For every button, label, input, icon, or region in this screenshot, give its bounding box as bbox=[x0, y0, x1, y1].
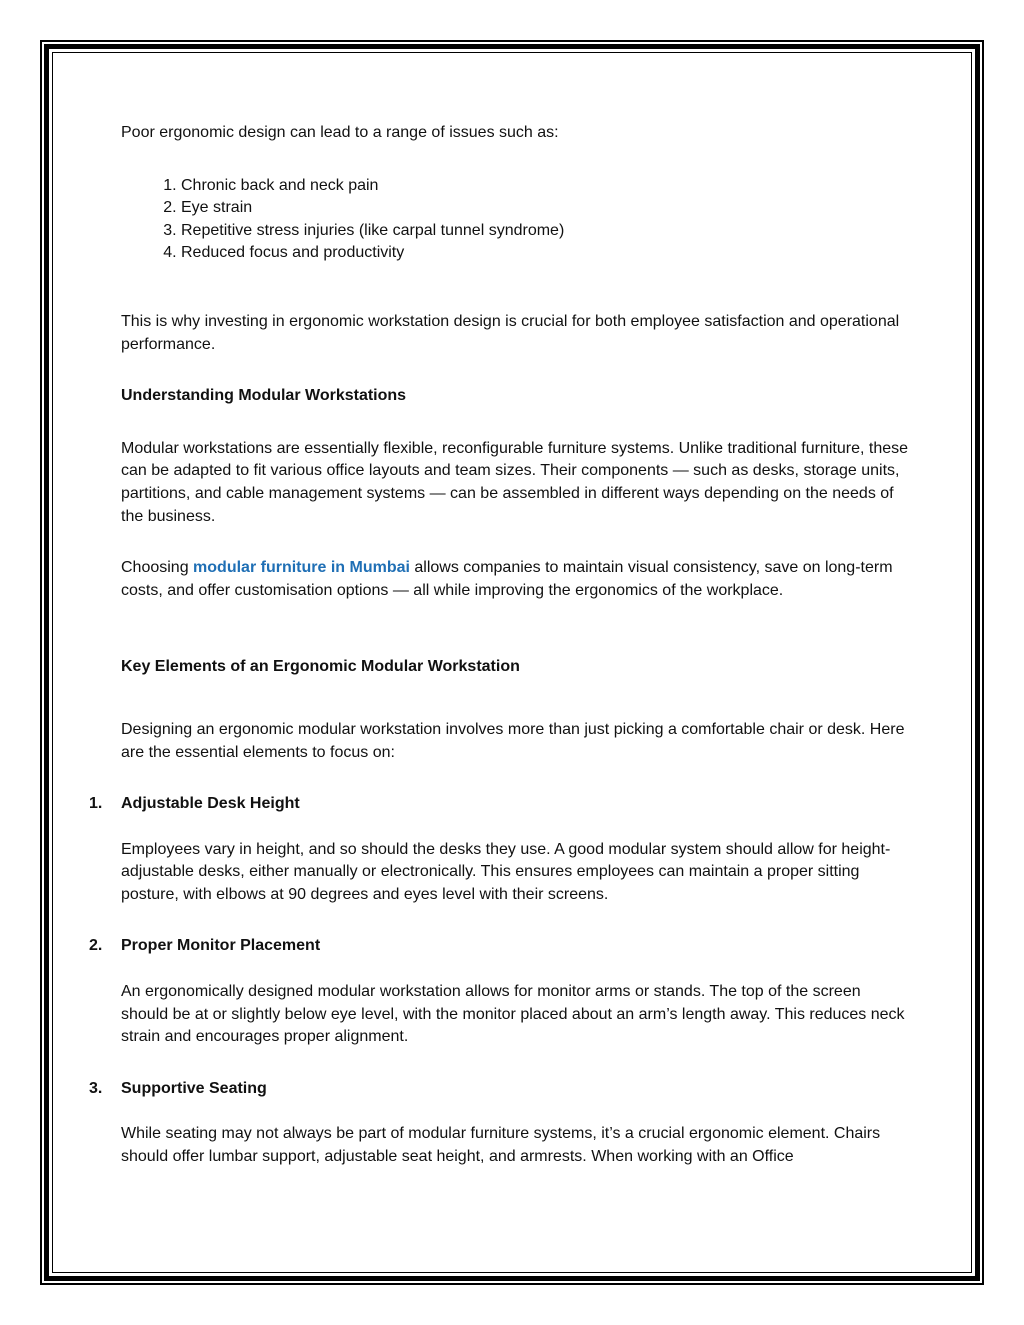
modular-paragraph: Modular workstations are essentially flexible, reconfigurable furniture systems. Unlike traditional furniture, these can be adapted to fit various office layouts and team sizes. Their components — such as desks, storage units, partitions, and cable management systems — can be assembled in different ways depending on the needs of the business. bbox=[121, 439, 909, 525]
list-item: 2. Eye strain bbox=[181, 197, 911, 220]
element-number: 1. bbox=[89, 795, 103, 813]
element-title: Supportive Seating bbox=[121, 1079, 267, 1097]
element-number: 2. bbox=[89, 937, 103, 955]
choosing-paragraph bbox=[121, 557, 911, 602]
element-text-2: An ergonomically designed modular workstation allows for monitor arms or stands. The top of the screen should be at or slightly below eye level, with the monitor placed about an arm’s length away. This reduces neck strain and encourages proper alignment. bbox=[121, 983, 905, 1046]
list-item: 3. Repetitive stress injuries (like carpal tunnel syndrome) bbox=[181, 220, 911, 243]
choosing-text-after: allows companies to maintain visual consistency, save on long-term costs, and offer customisation options — all while improving the ergonomics of the workplace. bbox=[121, 559, 893, 599]
element-heading-2 bbox=[89, 935, 911, 958]
element-heading-1 bbox=[89, 793, 911, 816]
element-number: 3. bbox=[89, 1079, 103, 1097]
key-elements-paragraph: Designing an ergonomic modular workstation involves more than just picking a comfortable chair or desk. Here are the essential elements to focus on: bbox=[121, 720, 905, 761]
choosing-text-before: Choosing bbox=[121, 559, 194, 577]
element-title: Proper Monitor Placement bbox=[121, 937, 321, 955]
element-title: Adjustable Desk Height bbox=[121, 795, 300, 813]
document-body bbox=[89, 122, 911, 1198]
intro-text: Poor ergonomic design can lead to a range of issues such as: bbox=[121, 124, 559, 141]
key-elements-heading: Key Elements of an Ergonomic Modular Workstation bbox=[121, 658, 520, 676]
element-text-1: Employees vary in height, and so should the desks they use. A good modular system should allow for height-adjustable desks, either manually or electronically. This ensures employees can maintain a proper sitting posture, with elbows at 90 degrees and eyes level with their screens. bbox=[121, 840, 891, 903]
investing-paragraph: This is why investing in ergonomic workstation design is crucial for both employee satisfaction and operational performance. bbox=[121, 312, 900, 353]
modular-furniture-link[interactable]: modular furniture in Mumbai bbox=[193, 559, 410, 577]
issues-list bbox=[121, 175, 911, 265]
list-item: 4. Reduced focus and productivity bbox=[181, 242, 911, 265]
element-heading-3 bbox=[89, 1078, 911, 1101]
modular-heading: Understanding Modular Workstations bbox=[121, 387, 407, 405]
list-item: 1. Chronic back and neck pain bbox=[181, 175, 911, 198]
element-text-3: While seating may not always be part of modular furniture systems, it’s a crucial ergonomic element. Chairs should offer lumbar support, adjustable seat height, and armrests. When working with an Office bbox=[121, 1125, 881, 1166]
